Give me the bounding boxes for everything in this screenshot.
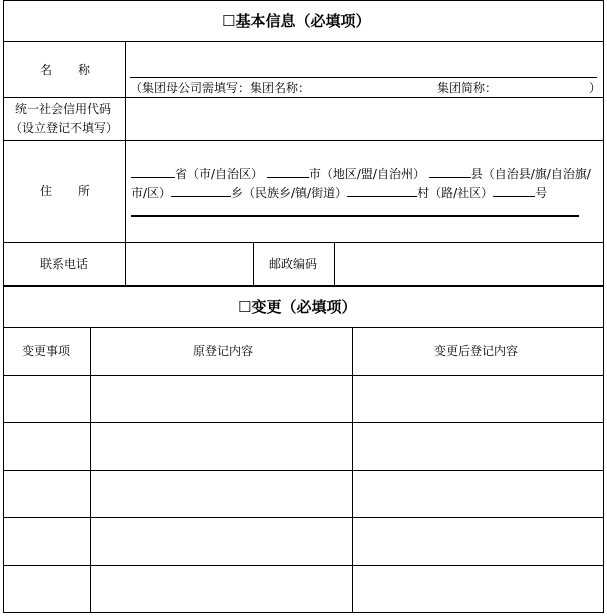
- original-content-cell[interactable]: [91, 423, 352, 469]
- phone-field[interactable]: [127, 244, 252, 285]
- group-note-close: ）: [589, 81, 602, 95]
- new-content-cell[interactable]: [353, 376, 603, 422]
- rule: [3, 97, 604, 98]
- column-header-item: 变更事项: [22, 344, 71, 358]
- township-label: 乡（民族乡/镇/街道）: [231, 186, 348, 200]
- name-label-b: 称: [78, 63, 91, 77]
- name-underline: [130, 77, 597, 78]
- name-label-a: 名: [40, 63, 53, 77]
- province-label: 省（市/自治区）: [175, 167, 264, 181]
- border-bottom: [3, 612, 604, 613]
- city-label: 市（地区/盟/自治州）: [308, 167, 425, 181]
- label-divider: [125, 41, 126, 286]
- number-blank[interactable]: [493, 184, 535, 197]
- credit-label-line1: 统一社会信用代码: [15, 102, 112, 116]
- credit-code-field[interactable]: [127, 99, 601, 139]
- number-label: 号: [535, 186, 548, 200]
- original-content-cell[interactable]: [91, 376, 352, 422]
- group-short-label: 集团简称：: [437, 81, 498, 95]
- address-label-b: 所: [78, 184, 91, 198]
- county-label: 县（自治县/旗/自治旗/: [470, 167, 591, 181]
- new-content-cell[interactable]: [353, 471, 603, 517]
- change-item-cell[interactable]: [4, 566, 90, 612]
- column-header-original: 原登记内容: [193, 344, 254, 358]
- province-blank[interactable]: [131, 165, 175, 178]
- address-detail-line[interactable]: [131, 215, 579, 217]
- change-item-cell[interactable]: [4, 376, 90, 422]
- section1-title: ☐基本信息（必填项）: [222, 12, 371, 30]
- postcode-divider: [334, 242, 335, 286]
- phone-divider: [253, 242, 254, 286]
- name-field[interactable]: [127, 43, 601, 75]
- rule: [3, 327, 604, 328]
- original-content-cell[interactable]: [91, 566, 352, 612]
- county-blank[interactable]: [429, 165, 471, 178]
- rule: [3, 140, 604, 141]
- rule: [3, 41, 604, 42]
- column-header-changed: 变更后登记内容: [434, 344, 519, 358]
- address-line1: [131, 165, 591, 181]
- address-line2: [131, 184, 547, 200]
- change-item-cell[interactable]: [4, 423, 90, 469]
- original-content-cell[interactable]: [91, 518, 352, 564]
- phone-label: 联系电话: [40, 257, 89, 271]
- rule: [3, 242, 604, 243]
- change-item-cell[interactable]: [4, 518, 90, 564]
- city-district-label: 市/区）: [131, 186, 172, 200]
- section2-title: ☐变更（必填项）: [238, 298, 357, 316]
- city-blank[interactable]: [267, 165, 309, 178]
- village-blank[interactable]: [347, 184, 417, 197]
- original-content-cell[interactable]: [91, 471, 352, 517]
- postcode-field[interactable]: [336, 244, 601, 285]
- change-item-cell[interactable]: [4, 471, 90, 517]
- address-label-a: 住: [40, 184, 53, 198]
- credit-label-line2: （设立登记不填写）: [10, 121, 119, 135]
- section-divider: [3, 285, 604, 287]
- new-content-cell[interactable]: [353, 566, 603, 612]
- group-note: （集团母公司需填写：集团名称：: [130, 81, 311, 95]
- new-content-cell[interactable]: [353, 423, 603, 469]
- new-content-cell[interactable]: [353, 518, 603, 564]
- border-top: [3, 0, 604, 1]
- village-label: 村（路/社区）: [417, 186, 494, 200]
- township-blank[interactable]: [171, 184, 231, 197]
- postcode-label: 邮政编码: [269, 257, 318, 271]
- border-right: [603, 0, 604, 613]
